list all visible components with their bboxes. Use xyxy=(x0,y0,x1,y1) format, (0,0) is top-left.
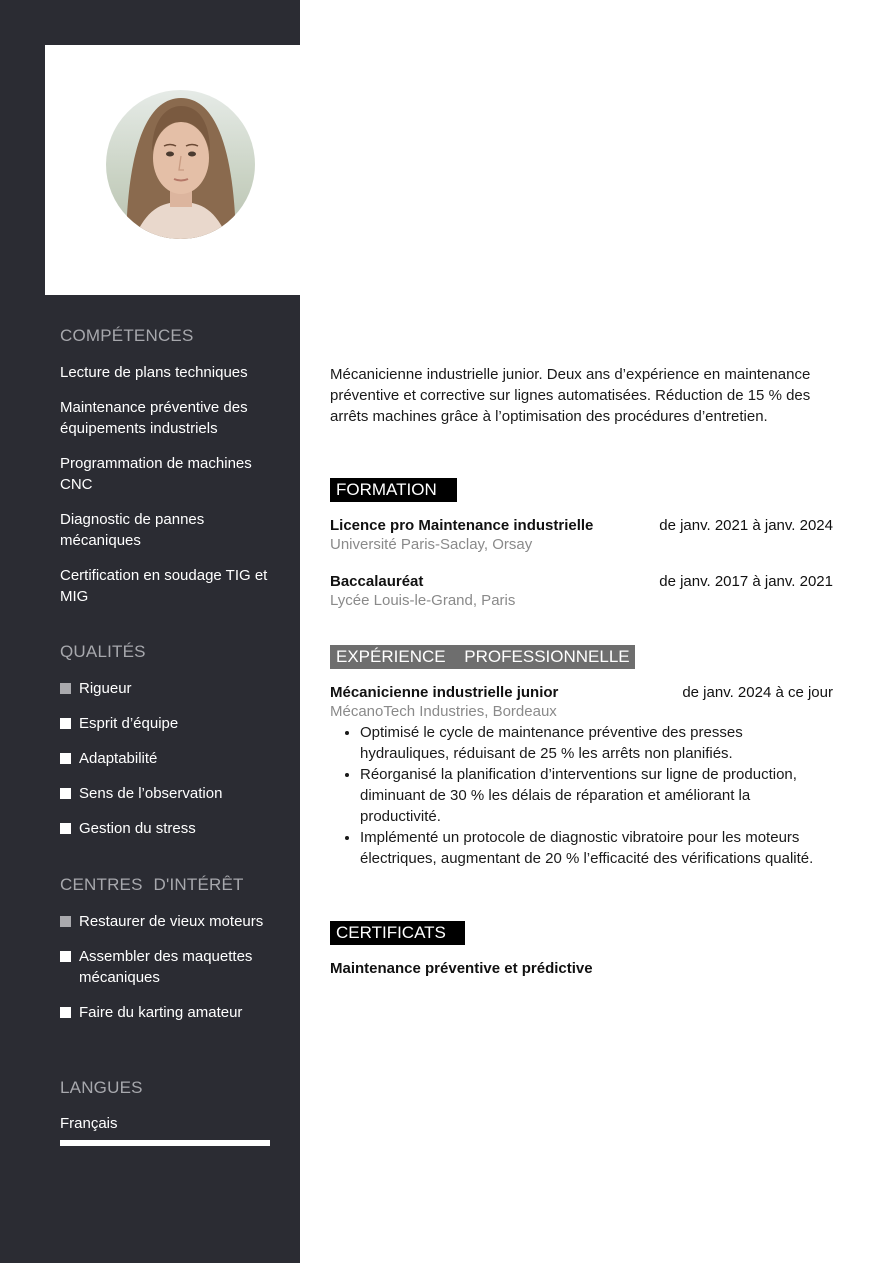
square-bullet-icon xyxy=(60,823,71,834)
list-item-label: Gestion du stress xyxy=(79,820,196,837)
square-bullet-icon xyxy=(60,788,71,799)
square-bullet-icon xyxy=(60,951,71,962)
list-item: • Optimisé le cycle de maintenance préventive des presses hydrauliques, réduisant de 25 % les arrêts non planifiés. xyxy=(360,722,833,764)
language-level-bar xyxy=(60,1140,270,1146)
interests-list xyxy=(60,911,275,1023)
square-bullet-icon xyxy=(60,753,71,764)
list-item-label: Assembler des maquettes mécaniques xyxy=(79,948,253,986)
list-item xyxy=(60,911,275,932)
interests-section xyxy=(60,875,275,1037)
entry-title: Maintenance préventive et prédictive xyxy=(330,960,593,977)
list-item: • Réorganisé la planification d’interventions sur ligne de production, diminuant de 30 % les délais de réparation et améliorant la productivité. xyxy=(360,764,833,827)
certificates-heading: CERTIFICATS xyxy=(330,921,465,945)
entry-date: de janv. 2017 à janv. 2021 xyxy=(659,573,833,590)
qualities-section xyxy=(60,642,275,853)
avatar xyxy=(106,90,255,239)
education-entry xyxy=(330,573,833,611)
list-item-label: Faire du karting amateur xyxy=(79,1004,243,1021)
duties-list xyxy=(330,722,833,869)
skills-list xyxy=(60,362,275,607)
entry-date: de janv. 2024 à ce jour xyxy=(682,684,833,701)
experience-heading: EXPÉRIENCE PROFESSIONNELLE xyxy=(330,645,635,669)
qualities-list xyxy=(60,678,275,839)
interests-heading: CENTRES D'INTÉRÊT xyxy=(60,875,244,894)
entry-title: Licence pro Maintenance industrielle xyxy=(330,517,594,534)
language-label: Français xyxy=(60,1115,118,1132)
entry-title: Mécanicienne industrielle junior xyxy=(330,684,559,701)
skills-heading: COMPÉTENCES xyxy=(60,326,194,345)
list-item xyxy=(60,783,275,804)
list-item xyxy=(60,818,275,839)
list-item: Programmation de machines CNC xyxy=(60,455,252,493)
list-item xyxy=(60,678,275,699)
entry-institution: Lycée Louis-le-Grand, Paris xyxy=(330,592,516,609)
certificate-entry xyxy=(330,960,833,978)
qualities-heading: QUALITÉS xyxy=(60,642,146,661)
list-item-label: Rigueur xyxy=(79,680,132,697)
list-item xyxy=(60,946,275,988)
entry-institution: Université Paris-Saclay, Orsay xyxy=(330,536,533,553)
list-item-label: Adaptabilité xyxy=(79,750,158,767)
experience-entry xyxy=(330,684,833,869)
entry-title: Baccalauréat xyxy=(330,573,424,590)
square-bullet-icon xyxy=(60,718,71,729)
languages-section xyxy=(60,1078,275,1146)
list-item: • Implémenté un protocole de diagnostic vibratoire pour les moteurs électriques, augmentant de 20 % l’efficacité des vérifications qualité. xyxy=(360,827,833,869)
language-item xyxy=(60,1115,275,1146)
entry-date: de janv. 2021 à janv. 2024 xyxy=(659,517,833,534)
profile-summary: Mécanicienne industrielle junior. Deux ans d’expérience en maintenance préventive et corrective sur lignes automatisées. Réduction de 15 % des arrêts machines grâce à l’optimisation des procédures d’entretien. xyxy=(330,366,811,425)
list-item-label: Restaurer de vieux moteurs xyxy=(79,913,264,930)
square-bullet-icon xyxy=(60,916,71,927)
list-item-label: Esprit d’équipe xyxy=(79,715,179,732)
education-heading: FORMATION xyxy=(330,478,457,502)
photo-frame xyxy=(45,45,300,295)
languages-heading: LANGUES xyxy=(60,1078,143,1097)
list-item: Maintenance préventive des équipements industriels xyxy=(60,399,248,437)
list-item xyxy=(60,748,275,769)
square-bullet-icon xyxy=(60,1007,71,1018)
list-item xyxy=(60,713,275,734)
education-entry xyxy=(330,517,833,555)
list-item: Certification en soudage TIG et MIG xyxy=(60,567,268,605)
entry-company: MécanoTech Industries, Bordeaux xyxy=(330,703,557,720)
square-bullet-icon xyxy=(60,683,71,694)
skills-section xyxy=(60,326,275,621)
list-item: Diagnostic de pannes mécaniques xyxy=(60,511,205,549)
list-item: Lecture de plans techniques xyxy=(60,364,248,381)
portrait-image xyxy=(106,90,255,239)
list-item-label: Sens de l’observation xyxy=(79,785,223,802)
list-item xyxy=(60,1002,275,1023)
